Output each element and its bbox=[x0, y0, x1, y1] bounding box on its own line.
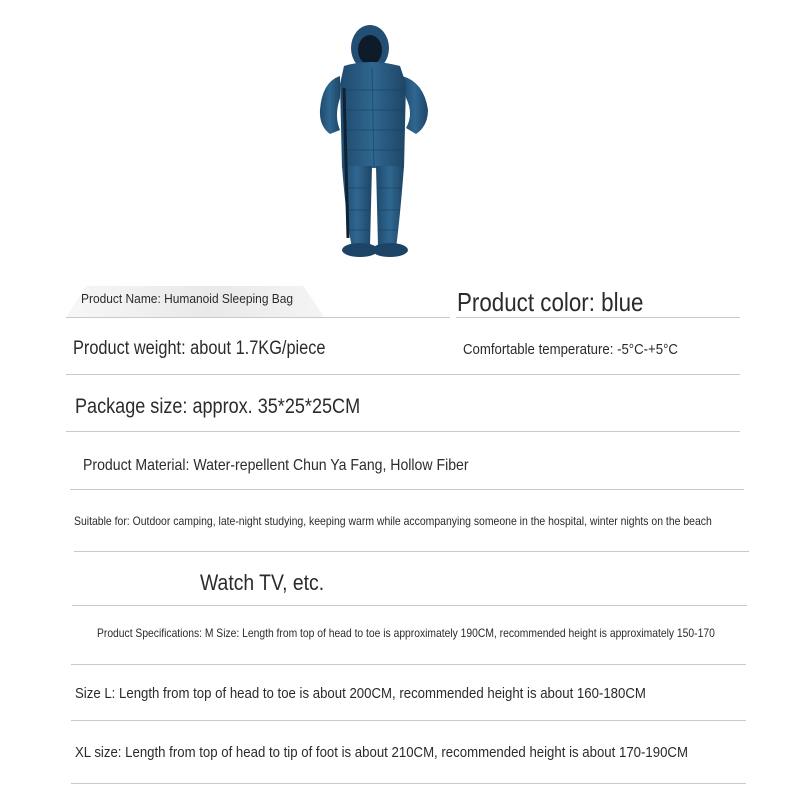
product-color: Product color: blue bbox=[457, 287, 644, 317]
product-weight: Product weight: about 1.7KG/piece bbox=[73, 338, 326, 359]
divider bbox=[71, 664, 746, 665]
divider bbox=[66, 374, 740, 375]
product-name: Product Name: Humanoid Sleeping Bag bbox=[81, 291, 294, 306]
package-size: Package size: approx. 35*25*25CM bbox=[75, 395, 361, 418]
suitable-for-continued: Watch TV, etc. bbox=[200, 570, 325, 595]
divider bbox=[66, 317, 450, 318]
divider bbox=[456, 317, 740, 318]
spec-l-size: Size L: Length from top of head to toe is about 200CM, recommended height is about 160-180CM bbox=[75, 685, 646, 702]
divider bbox=[70, 489, 744, 490]
divider bbox=[71, 720, 746, 721]
product-material: Product Material: Water-repellent Chun Ya Fang, Hollow Fiber bbox=[83, 457, 469, 474]
comfortable-temperature: Comfortable temperature: -5°C-+5°C bbox=[463, 341, 678, 358]
spec-m-size: Product Specifications: M Size: Length from top of head to toe is approximately 190CM, recommended height is approximately 150-170 bbox=[97, 626, 715, 640]
spec-xl-size: XL size: Length from top of head to tip of foot is about 210CM, recommended height is about 170-190CM bbox=[75, 744, 688, 761]
divider bbox=[74, 551, 749, 552]
sleeping-bag-image bbox=[300, 18, 450, 263]
divider bbox=[71, 783, 746, 784]
divider bbox=[66, 431, 740, 432]
suitable-for: Suitable for: Outdoor camping, late-night studying, keeping warm while accompanying someone in the hospital, winter nights on the beach bbox=[74, 514, 712, 528]
divider bbox=[72, 605, 747, 606]
